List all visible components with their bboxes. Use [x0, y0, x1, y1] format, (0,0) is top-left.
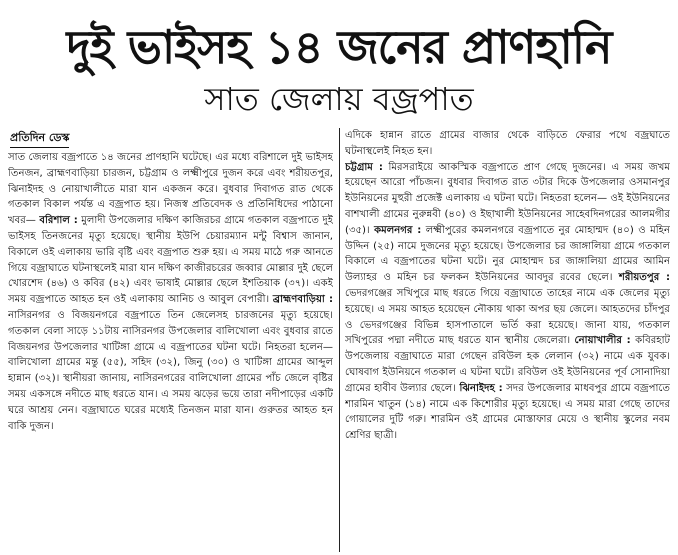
- right-column: [345, 128, 670, 554]
- paragraph: [345, 160, 670, 444]
- left-column: [8, 150, 333, 552]
- paragraph: [345, 128, 670, 160]
- body-text: মুলাদী উপজেলার দক্ষিণ কাজিরচর গ্রামে গতকাল বজ্রপাতে দুই ভাইসহ তিনজনের মৃত্যু হয়েছে। স্থানীয় ইউপি চেয়ারম্যান মন্টু বিশ্বাস জানান, বিকালে ওই এলাকায় ভারি বৃষ্টি এবং বজ্রপাত শুরু হয়। এ সময় মাঠে গরু আনতে গিয়ে বজ্রাঘাতে ঘটনাস্থলেই মারা যান দক্ষিণ কাজীরচরের জব্বার মোল্লার দুই ছেলে খোরশেদ (৪৬) ও কবির (৪২) এবং ভাষাই মোল্লার ছেলে ইশতিয়াক (৩৭)। একই সময় বজ্রপাতে আহত হন ওই এলাকায় আনিচ ও আবুল বেপারী।: [8, 215, 333, 306]
- subheadline: সাত জেলায় বজ্রপাত: [204, 80, 474, 118]
- body-text: মিরসরাইয়ে আকস্মিক বজ্রপাতে প্রাণ গেছে দুজনের। এ সময় জখম হয়েছেন আরো পাঁচজন। বুধবার দিবাগত রাত ৩টার দিকে উপজেলার ওসমানপুর ইউনিয়নের মুহুরী প্রজেক্ট এলাকায় এ ঘটনা ঘটে। নিহতরা হলেন— ওই ইউনিয়নের বাশখালী গ্রামের নুরুন্নবী (৪০) ও ইছাখালী ইউনিয়নের সাহেবদিনগরের আলমগীর (৩৫)।: [345, 161, 670, 236]
- body-text: নাসিরনগর ও বিজয়নগরে বজ্রপাতে তিন জেলেসহ চারজনের মৃত্যু হয়েছে। গতকাল বেলা সাড়ে ১১টায় নাসিরনগর উপজেলার বালিখোলা এবং বুধবার রাতে বিজয়নগর উপজেলার খাটিঙ্গা গ্রামে এ বজ্রপাতের ঘটনা ঘটে। নিহতরা হলেন— বালিখোলা গ্রামের মন্তু (৫৫), সহিদ (৩২), জিনু (৩০) ও খাটিঙ্গা গ্রামের আব্দুল হান্নান (৩২)। স্থানীয়রা জানায়, নাসিরনগরের বালিখোলা গ্রামের পাঁচ জেলে বৃষ্টির সময় একসঙ্গে নদীতে মাছ ধরতে যান। এ সময় ঝড়ের ভয়ে তারা নদীপাড়ের একটি ঘরে আশ্রয় নেন। বজ্রাঘাতে ঘরের মধ্যেই তিনজন মারা যান। গুরুতর আহত হন বাকি দুজন।: [8, 309, 333, 432]
- body-text: সদর উপজেলার মাধবপুর গ্রামে বজ্রপাতে শারমিন খাতুন (১৪) নামে এক কিশোরীর মৃত্যু হয়েছে। এ সময় মারা গেছে তাদের গোয়ালের দুটি গরু। শারমিন ওই গ্রামের মোস্তাফার মেয়ে ও স্থানীয় স্কুলের নবম শ্রেণির ছাত্রী।: [345, 382, 670, 442]
- paragraph: [8, 150, 333, 434]
- dateline-shariatpur: শরীয়তপুর :: [618, 272, 670, 284]
- dateline-kamalnagar: কমলনগর :: [374, 224, 422, 236]
- body-text: ভেদরগঞ্জের সখিপুরে মাছ ধরতে গিয়ে বজ্রাঘাতে তাহের নামে এক জেলের মৃত্যু হয়েছে। এ সময় আহত হয়েছেন নৌকায় থাকা অপর ছয় জেলে। আহতদের চাঁদপুর ও ভেদরগঞ্জের বিভিন্ন হাসপাতালে ভর্তি করা হয়েছে। জানা যায়, গতকাল সখিপুরের পদ্মা নদীতে মাছ ধরতে যান স্থানীয় জেলেরা।: [345, 287, 670, 347]
- body-text: এদিকে হান্নান রাতে গ্রামের বাজার থেকে বাড়িতে ফেরার পথে বজ্রঘাতে ঘটনাস্থলেই নিহত হন।: [345, 130, 670, 157]
- byline: প্রতিদিন ডেস্ক: [10, 130, 69, 148]
- column-divider: [339, 128, 340, 552]
- dateline-chattogram: চট্টগ্রাম :: [345, 161, 383, 173]
- headline: দুই ভাইসহ ১৪ জনের প্রাণহানি: [66, 20, 612, 74]
- dateline-brahmanbaria: ব্রাহ্মণবাড়িয়া :: [272, 294, 333, 306]
- dateline-barishal: বরিশাল :: [39, 215, 78, 227]
- body-text: লক্ষ্মীপুরের কমলনগরে বজ্রপাতে নুর মোহাম্মদ (৪০) ও মহিন উদ্দিন (২৫) নামে দুজনের মৃত্যু হয়েছে। উপজেলার চর জাঙ্গালিয়া গ্রামে গতকাল বিকালে এ বজ্রপাতের ঘটনা ঘটে। নুর মোহাম্মদ চর জাঙ্গালিয়া গ্রামের আমিন উল্যাহর ও মহিন চর ফলকন ইউনিয়নের আবদুর রবের ছেলে।: [345, 224, 670, 284]
- body-text: কবিরহাট উপজেলায় বজ্রাঘাতে মারা গেছেন রবিউল হক লেলান (৩২) নামে এক যুবক। ঘোষবাগ ইউনিয়নে গতকাল এ ঘটনা ঘটে। রবিউল ওই ইউনিয়নের পূর্ব সোনাদিয়া গ্রামের হাবীব উল্যার ছেলে।: [345, 335, 670, 394]
- dateline-jhenaidah: ঝিনাইদহ :: [459, 382, 503, 394]
- body-text: সাত জেলায় বজ্রপাতে ১৪ জনের প্রাণহানি ঘটেছে। এর মধ্যে বরিশালে দুই ভাইসহ তিনজন, ব্রাহ্মণবাড়িয়া চারজন, চট্টগ্রাম ও লক্ষ্মীপুরে দুজন করে এবং শরীয়তপুর, ঝিনাইদহ ও নোয়াখালীতে মারা যান একজন করে। বুধবার দিবাগত রাত থেকে গতকাল বিকাল পর্যন্ত এ বজ্রপাত হয়। নিজস্ব প্রতিবেদক ও প্রতিনিধিদের পাঠানো খবর—: [8, 152, 333, 227]
- dateline-noakhali: নোয়াখালীর :: [574, 335, 631, 347]
